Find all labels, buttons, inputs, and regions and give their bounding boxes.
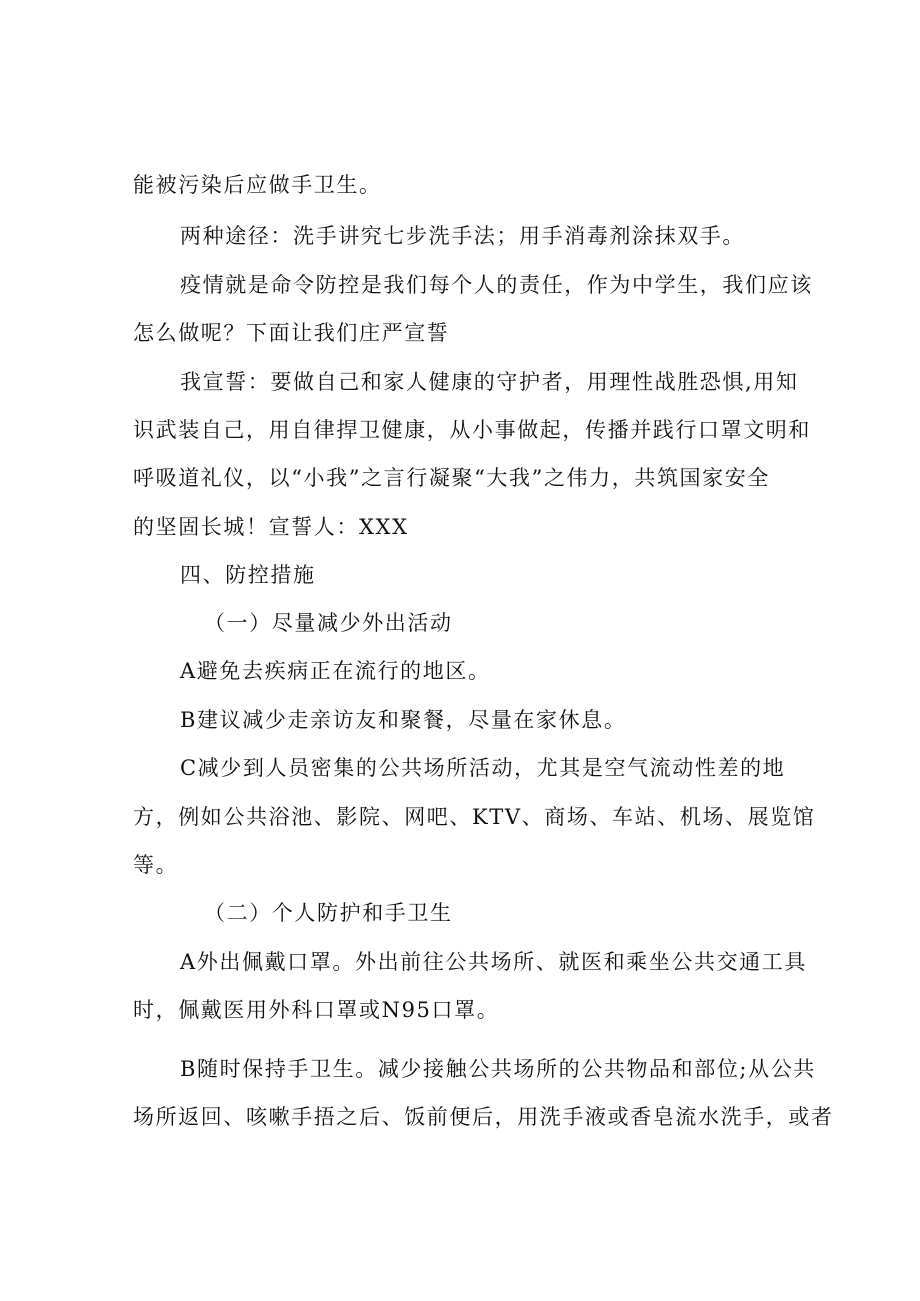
list-item: B随时保持手卫生。减少接触公共场所的公共物品和部位;从公共 (180, 1057, 816, 1081)
text-line: 等。 (133, 853, 179, 877)
text-line: 我宣誓：要做自己和家人健康的守护者，用理性战胜恐惧,用知 (180, 370, 799, 394)
text-line: 疫情就是命令防控是我们每个人的责任，作为中学生，我们应该 (180, 273, 813, 297)
text-line: 呼吸道礼仪，以“小我”之言行凝聚“大我”之伟力，共筑国家安全 (133, 466, 770, 490)
subsection-heading: （一）尽量减少外出活动 (204, 611, 453, 635)
text-line: 方，例如公共浴池、影院、网吧、KTV、商场、车站、机场、展览馆 (133, 805, 816, 829)
text-line: 的坚固长城！宣誓人：XXX (133, 515, 409, 539)
text-line: 识武装自己，用自律捍卫健康，从小事做起，传播并践行口罩文明和 (133, 418, 811, 442)
text-line: 怎么做呢？下面让我们庄严宣誓 (133, 321, 450, 345)
section-heading: 四、防控措施 (180, 563, 316, 587)
list-item: B建议减少走亲访友和聚餐，尽量在家休息。 (180, 708, 627, 732)
text-line: 场所返回、咳嗽手捂之后、饭前便后，用洗手液或香皂流水洗手，或者 (133, 1105, 834, 1129)
text-line: 时，佩戴医用外科口罩或N95口罩。 (133, 998, 500, 1022)
text-line: 两种途径：洗手讲究七步洗手法；用手消毒剂涂抹双手。 (180, 224, 745, 248)
list-item: C减少到人员密集的公共场所活动，尤其是空气流动性差的地 (180, 756, 786, 780)
list-item: A避免去疾病正在流行的地区。 (180, 659, 491, 683)
subsection-heading: （二）个人防护和手卫生 (204, 901, 453, 925)
text-line: 能被污染后应做手卫生。 (133, 173, 382, 197)
list-item: A外出佩戴口罩。外出前往公共场所、就医和乘坐公共交通工具 (180, 950, 807, 974)
